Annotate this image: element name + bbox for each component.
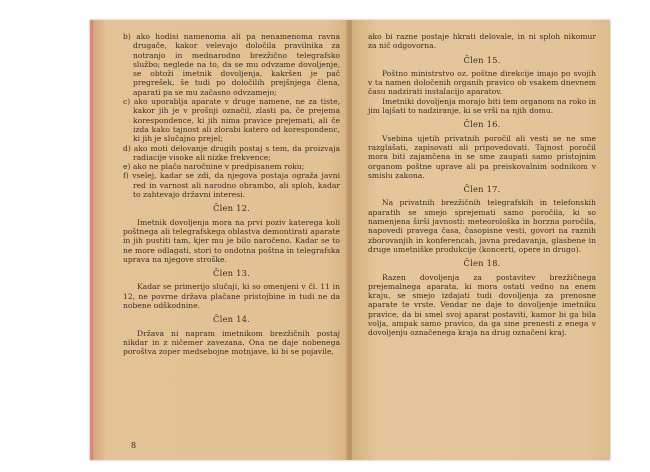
article-heading: Člen 16. — [463, 119, 501, 130]
list-item: b) ako hodisi namenoma ali pa nenamenoma ravna drugače, kakor velevajo določila pravilnika za notranjo in mednarodno brezžično telegrafsko službo; neglede na to, da se mu odvzame dovoljenje, se obtoži imetnik dovoljenja, kakršen je pač pregrešek, še tudi po določilih prejšnjega člena, aparati pa se mu začasno odvzamejo; — [123, 32, 340, 97]
list-item: d) ako moti delovanje drugih postaj s tem, da proizvaja radiacije visoke ali nizke frekvence; — [123, 143, 340, 162]
paragraph: Razen dovoljenja za postavitev brezžičnega prejemalnega aparata, ki mora ostati vedno na enem kraju, se smejo izdajati tudi dovoljenja za prenosne aparate te vrste. Vendar ne daje to dovoljenje imetniku pravice, da bi smel svoj aparat postaviti, kamor bi ga bila volja, ampak samo pravico, da ga sme prenesti z enega v dovoljenju označenega kraja na drug označeni kraj. — [368, 272, 596, 338]
page-number: 8 — [131, 440, 137, 450]
paragraph: Imetniki dovoljenja morajo biti tem organom na roko in jim lajšati to nadziranje, ki se vrši na njih domu. — [368, 96, 596, 116]
left-page — [90, 20, 348, 460]
list-item: e) ako ne plača naročnine v predpisanem roku; — [123, 162, 305, 172]
paragraph: Na privatnih brezžičnih telegrafskih in telefonskih aparatih se smejo sprejemati samo poročila, ki so namenjena širši javnosti: meteorološka in borzna poročila, napovedi pravega časa, časopisne vesti, govori na raznih zborovanjih in konferencah, javna predavanja, glasbene in druge umetniške produkcije (koncerti, opere in drugo). — [368, 198, 596, 254]
article-heading: Člen 17. — [463, 184, 501, 195]
article-heading: Člen 15. — [463, 54, 501, 65]
paragraph: Kadar se primerijo slučaji, ki so omenjeni v čl. 11 in 12, ne povrne država plačane pristojbine in tudi ne da nobene odškodnine. — [123, 282, 340, 311]
paragraph: Država ni napram imetnikom brezžičnih postaj nikdar in z ničemer zavezana. Ona ne daje nobenega poroštva zoper medsebojne motnjave, ki bi se pojavile, — [123, 328, 340, 357]
paragraph: Imetnik dovoljenja mora na prvi poziv katerega koli poštnega ali telegrafskega oblastva demontirati aparate in jih pustiti tam, kjer mu je bilo naročeno. Kadar se to ne more odlagati, stori to ondotna poštna in telegrafska uprava na njegove stroške. — [123, 217, 340, 264]
paragraph: ako bi razne postaje hkrati delovale, in ni sploh nikomur za nič odgovorna. — [368, 32, 596, 51]
article-heading: Člen 18. — [463, 258, 501, 269]
right-page — [352, 20, 610, 460]
list-item: f) vselej, kadar se zdi, da njegova postaja ograža javni red in varnost ali narodno obrambo, ali sploh, kadar to zahtevajo državni interesi. — [123, 171, 340, 200]
article-heading: Člen 12. — [212, 203, 251, 214]
article-heading: Člen 13. — [212, 268, 251, 279]
article-heading: Člen 14. — [212, 314, 251, 325]
list-item: c) ako uporablja aparate v druge namene, ne za tiste, kakor jih je v prošnji označil, zlasti pa, če prejema korespondence, ki jih nima pravice prejemati, ali če izda kako tajnost ali zlorabi katero od korespondenc, ki jih je slučajno prejel; — [123, 97, 340, 144]
booklet-spread — [90, 20, 610, 460]
paragraph: Poštno ministrstvo oz. poštne direkcije imajo po svojih v ta namen določenih organih pravico ob vsakem dnevnem času nadzirati instalacijo aparatov. — [368, 68, 596, 97]
paragraph: Vsebina ujetih privatnih poročil ali vesti se ne sme razglašati, zapisovati ali pripovedovati. Tajnost poročil mora biti zajamčena in se sme zaupati samo pristojnim organom poštne uprave ali pa preiskovalnim sodnikom v smislu zakona. — [368, 133, 596, 180]
